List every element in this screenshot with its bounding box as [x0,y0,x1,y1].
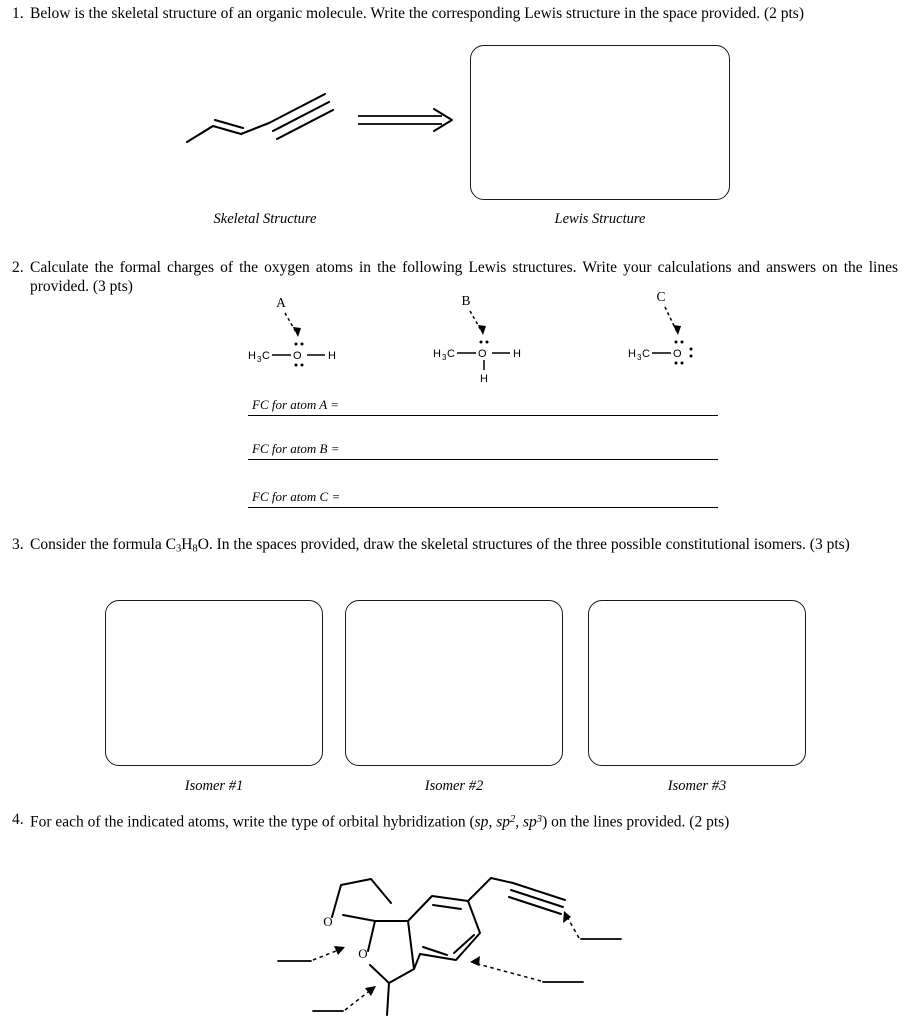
fc-label-c: FC for atom C = [252,489,341,504]
caption-isomer-1: Isomer #1 [184,778,244,794]
svg-text:H: H [328,350,336,362]
hybridization-molecule-structure [275,843,655,1024]
structure-b-label: B [461,293,471,308]
structure-c-label: C [656,289,666,304]
fc-answer-line-a[interactable] [248,398,718,416]
q4-sp3-sup: 3 [536,814,543,825]
q4-text-before: For each of the indicated atoms, write the type of orbital hybridization ( [30,813,475,831]
structure-a-label: A [276,295,286,310]
svg-text:H: H [248,350,256,362]
question-4 [0,810,900,832]
question-3-number: 3. [12,536,24,553]
q4-sp3: sp [523,813,537,831]
fc-answer-line-c[interactable] [248,490,718,508]
svg-text:H: H [433,348,441,360]
q3-text-before: Consider the formula [30,536,166,553]
question-2-number: 2. [12,259,24,276]
caption-isomer-2: Isomer #2 [424,778,484,794]
q3-formula: $C_3H_8O$ [165,536,209,555]
reaction-arrow-icon [358,108,454,134]
isomer-2-answer-box[interactable] [345,600,563,766]
isomer-3-answer-box[interactable] [588,600,806,766]
lewis-structure-b [430,294,540,386]
svg-text:3: 3 [637,353,642,362]
question-2 [0,258,900,296]
q4-sp1: sp [474,813,489,831]
q4-sp2: sp [496,813,510,831]
question-1 [0,4,900,23]
fc-label-b: FC for atom B = [252,441,340,456]
q3-text-after: . In the spaces provided, draw the skeletal structures of the three possible constitutional isomers. (3 pts) [208,536,850,553]
question-2-text: Calculate the formal charges of the oxygen atoms in the following Lewis structures. Write your calculations and answers on the lines provided. (3 pts) [30,259,898,295]
isomer-1-answer-box[interactable] [105,600,323,766]
question-3-text [30,535,898,559]
q4-sep2: , [515,813,523,831]
question-4-text [30,810,900,832]
svg-text:O: O [293,350,302,362]
skeletal-structure-drawing [185,90,345,150]
svg-text:O: O [673,348,682,360]
svg-text:H: H [480,373,488,385]
svg-text:C: C [262,350,270,362]
question-1-number: 1. [12,5,24,22]
question-4-number: 4. [12,811,24,828]
lewis-structure-a [245,296,355,376]
question-1-text: Below is the skeletal structure of an organic molecule. Write the corresponding Lewis structure in the space provided. (2 pts) [30,5,805,22]
caption-skeletal-structure: Skeletal Structure [213,211,317,227]
q4-text-after: ) on the lines provided. (2 pts) [542,813,730,831]
lewis-structure-answer-box[interactable] [470,45,730,200]
question-3 [0,535,900,559]
lewis-structure-c [625,290,735,374]
caption-lewis-structure: Lewis Structure [554,211,646,227]
q4-sep1: , [488,813,497,831]
svg-text:H: H [628,348,636,360]
svg-text:C: C [447,348,455,360]
svg-text:C: C [642,348,650,360]
caption-isomer-3: Isomer #3 [667,778,727,794]
svg-text:O: O [478,348,487,360]
svg-text:3: 3 [442,353,447,362]
q4-sp2-sup: 2 [509,814,516,825]
oxygen-label-upper: O [323,914,333,929]
svg-text:H: H [513,348,521,360]
svg-text:3: 3 [257,355,262,364]
fc-label-a: FC for atom A = [252,397,340,412]
fc-answer-line-b[interactable] [248,442,718,460]
oxygen-label-lower: O [358,946,368,961]
